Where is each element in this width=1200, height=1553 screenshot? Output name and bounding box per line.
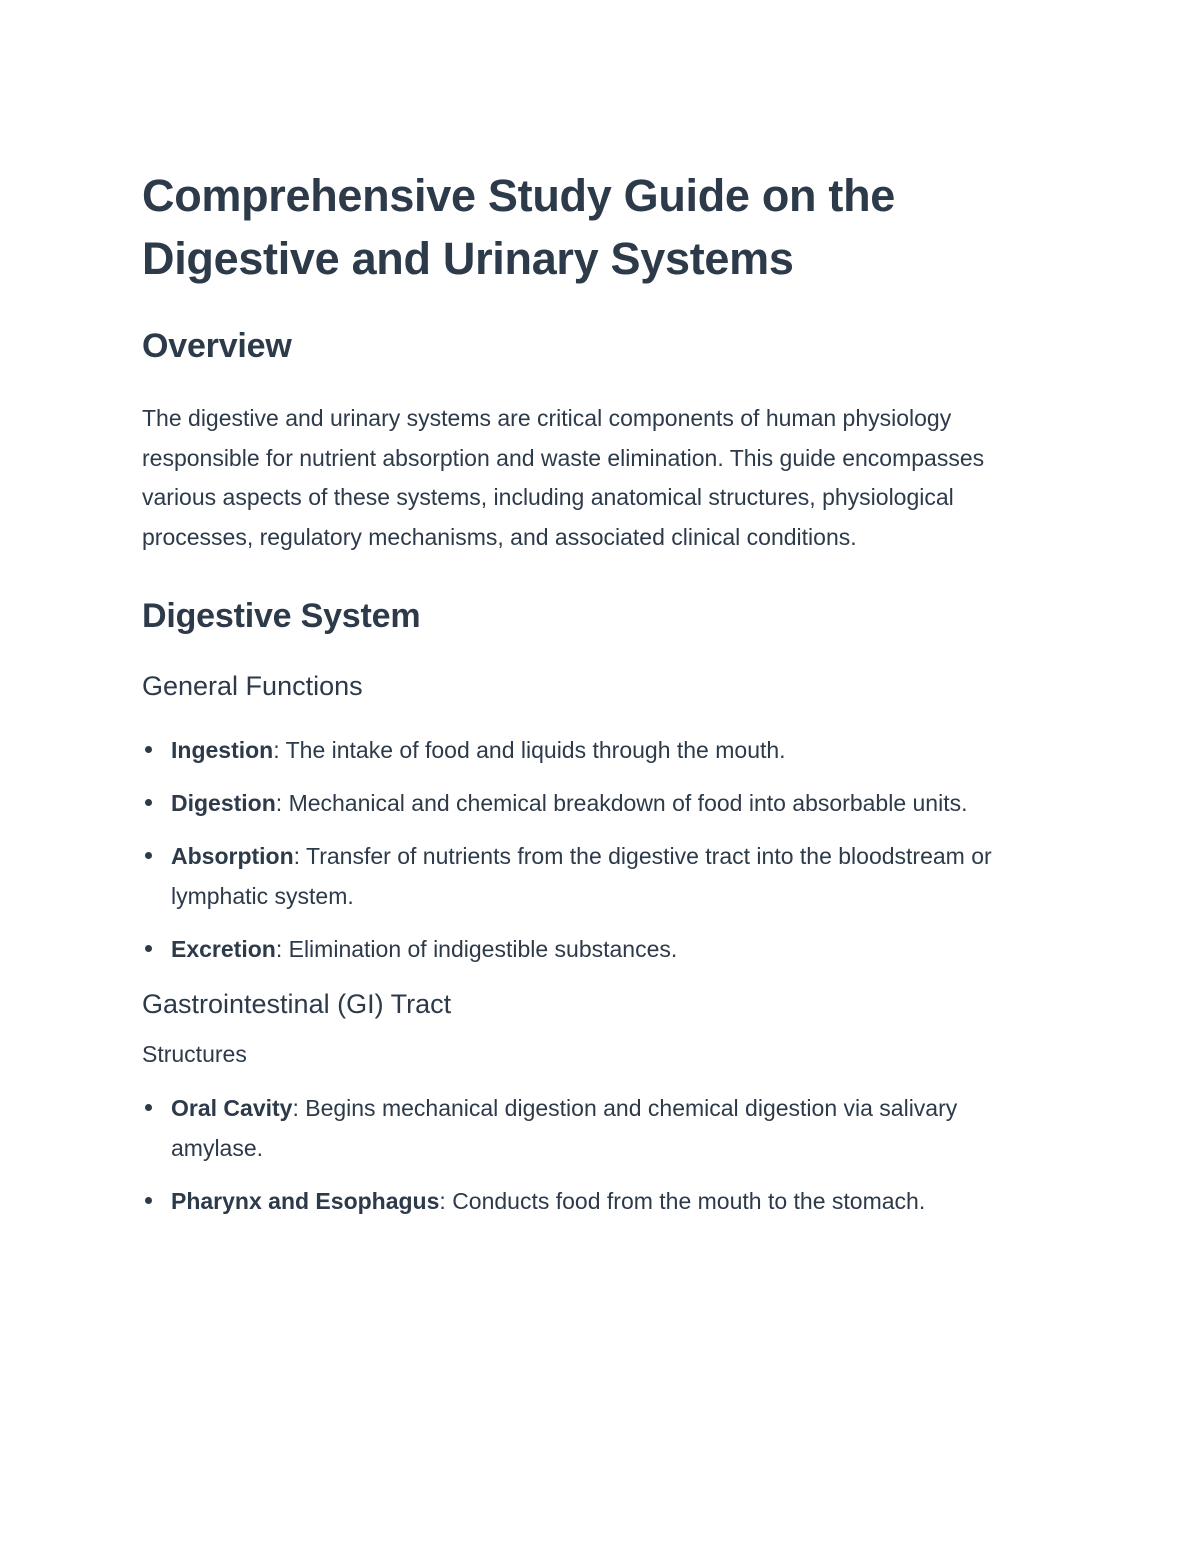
- bullet-icon: [145, 1104, 152, 1111]
- overview-paragraph: The digestive and urinary systems are critical components of human physiology responsible for nutrient absorption and waste elimination. This guide encompasses various aspects of these systems, including anatomical structures, physiological processes, regulatory mechanisms, and associated clinical conditions.: [142, 405, 985, 550]
- bullet-icon: [145, 852, 152, 859]
- bullet-icon: [145, 746, 152, 753]
- list-item-separator: :: [275, 936, 289, 962]
- list-item-term: Excretion: [171, 936, 276, 962]
- list-item: [142, 929, 1050, 969]
- list-item-separator: :: [439, 1188, 453, 1214]
- list-item-text: Elimination of indigestible substances.: [288, 936, 678, 962]
- structures-heading: Structures: [142, 1041, 247, 1067]
- document-title-line-1: Comprehensive Study Guide on the: [142, 170, 896, 221]
- list-item-separator: :: [275, 790, 289, 816]
- general-functions-heading: General Functions: [142, 671, 363, 701]
- digestive-system-heading: Digestive System: [142, 597, 421, 635]
- list-item-text: Mechanical and chemical breakdown of food into absorbable units.: [288, 790, 968, 816]
- list-item-separator: :: [292, 1095, 306, 1121]
- list-item-text: Conducts food from the mouth to the stomach.: [452, 1188, 926, 1214]
- list-item-text: The intake of food and liquids through the mouth.: [285, 737, 786, 763]
- list-item-separator: :: [273, 737, 286, 763]
- overview-heading: Overview: [142, 327, 292, 365]
- list-item-term: Absorption: [171, 843, 294, 869]
- list-item-term: Ingestion: [171, 737, 274, 763]
- list-item-term: Pharynx and Esophagus: [171, 1188, 440, 1214]
- list-item-term: Digestion: [171, 790, 276, 816]
- document-title-line-2: Digestive and Urinary Systems: [142, 233, 794, 284]
- document-title: [142, 164, 1050, 290]
- bullet-icon: [145, 799, 152, 806]
- list-item-term: Oral Cavity: [171, 1095, 293, 1121]
- list-item: [142, 1181, 1050, 1221]
- list-item-text: Begins mechanical digestion and chemical digestion via salivary amylase.: [171, 1095, 958, 1161]
- list-item: [142, 836, 1050, 916]
- bullet-icon: [145, 1197, 152, 1204]
- list-item: [142, 730, 1050, 770]
- list-item: [142, 783, 1050, 823]
- structures-list: [142, 1088, 1050, 1221]
- list-item: [142, 1088, 1050, 1168]
- list-item-separator: :: [293, 843, 307, 869]
- gi-tract-heading: Gastrointestinal (GI) Tract: [142, 989, 452, 1019]
- bullet-icon: [145, 945, 152, 952]
- list-item-text: Transfer of nutrients from the digestive tract into the bloodstream or lymphatic system.: [171, 843, 992, 909]
- general-functions-list: [142, 730, 1050, 969]
